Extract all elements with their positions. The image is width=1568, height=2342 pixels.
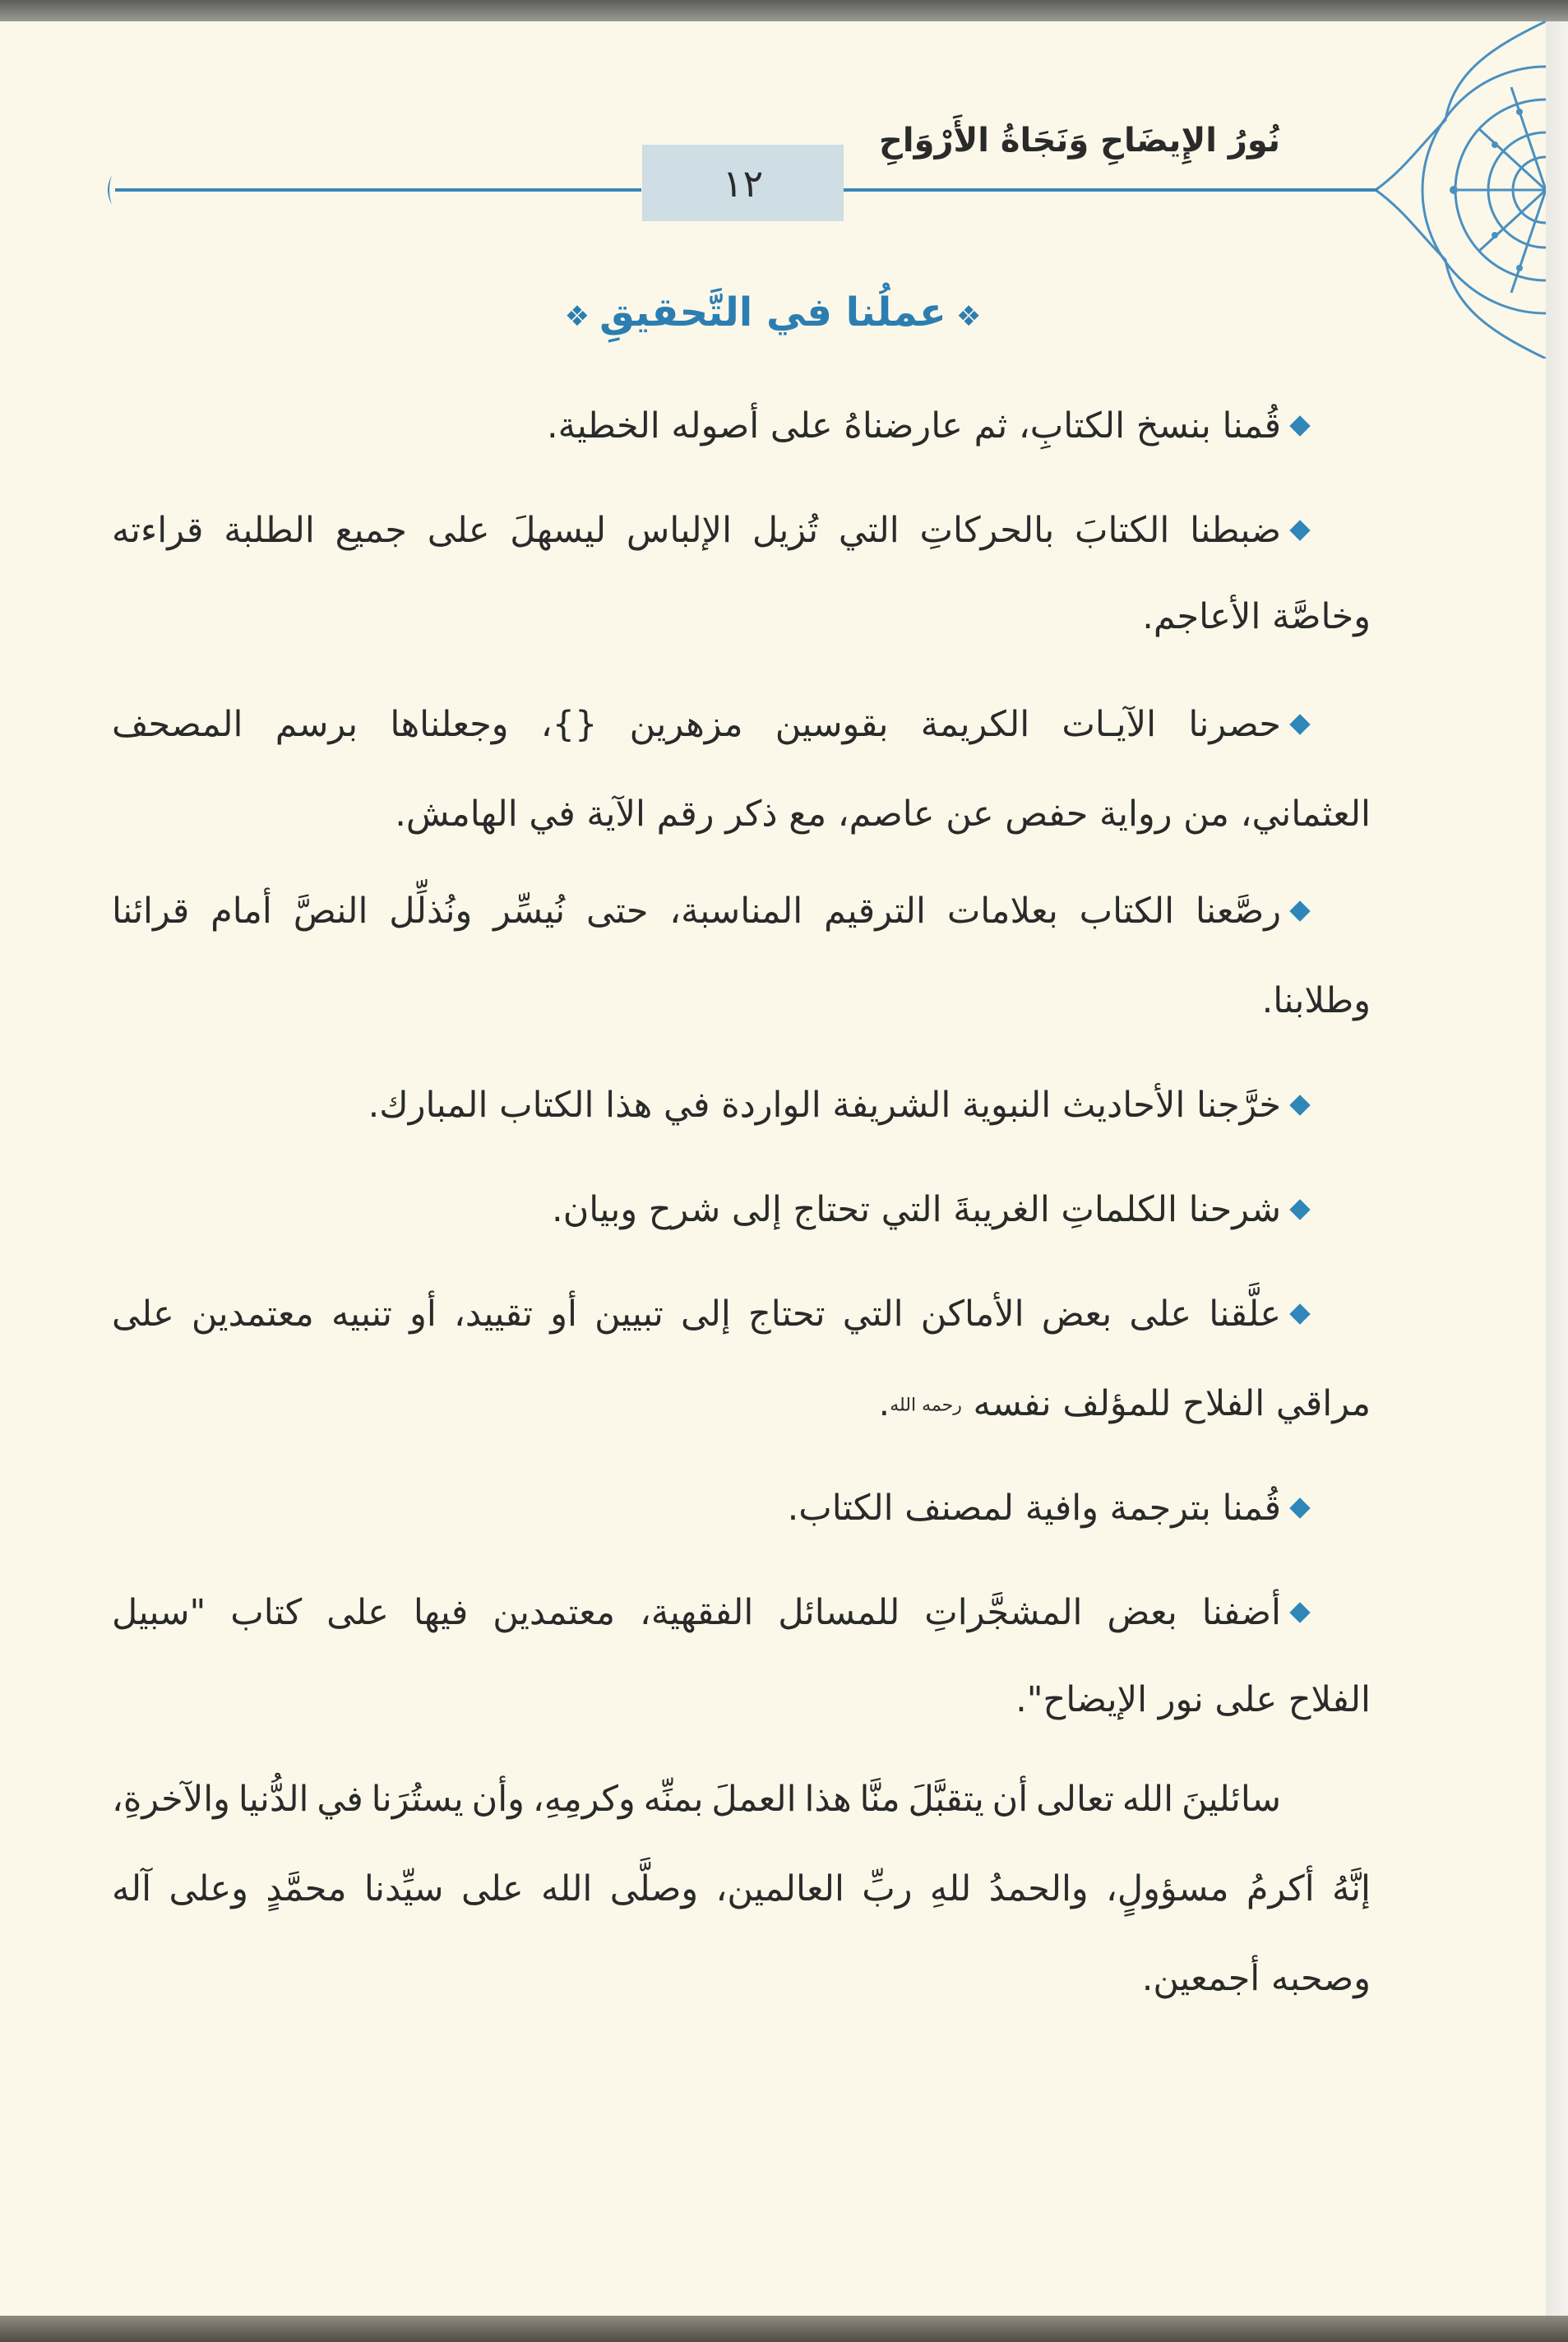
line-text: أضفنا بعض المشجَّراتِ للمسائل الفقهية، معتمدين فيها على كتاب "سبيل (112, 1592, 1281, 1633)
paragraph-line (112, 682, 1281, 767)
line-text: وصحبه أجمعين. (1141, 1958, 1371, 1999)
line-text: رصَّعنا الكتاب بعلامات الترقيم المناسبة، حتى نُيسِّر ونُذلِّل النصَّ أمام قرائنا (112, 891, 1281, 932)
line-text: ضبطنا الكتابَ بالحركاتِ التي تُزيل الإلباس ليسهلَ على جميع الطلبة قراءته (112, 510, 1281, 551)
header-rule-right (844, 188, 1378, 192)
line-text: إنَّهُ أكرمُ مسؤولٍ، والحمدُ للهِ ربِّ العالمين، وصلَّى الله على سيِّدنا محمَّدٍ وعلى آله (112, 1868, 1371, 1909)
paragraph-line (879, 1361, 1371, 1446)
paragraph-line (788, 1465, 1281, 1551)
paragraph-line (552, 1167, 1281, 1252)
line-text: شرحنا الكلماتِ الغريبةَ التي تحتاج إلى شرح وبيان. (552, 1189, 1281, 1230)
line-text: مراقي الفلاح للمؤلف نفسه (973, 1383, 1371, 1424)
paragraph-line (395, 771, 1371, 857)
paragraph-line (112, 1846, 1371, 1932)
line-text: وخاصَّة الأعاجم. (1142, 596, 1371, 637)
paragraph-line (368, 1062, 1281, 1148)
paragraph-line (112, 1756, 1281, 1842)
line-text: خرَّجنا الأحاديث النبوية الشريفة الواردة في هذا الكتاب المبارك. (368, 1085, 1281, 1126)
paragraph-line (1142, 1936, 1371, 2021)
title-ornament-icon: ❖ (564, 300, 590, 333)
line-text: علَّقنا على بعض الأماكن التي تحتاج إلى تبيين أو تقييد، أو تنبيه معتمدين على (112, 1294, 1281, 1335)
paragraph-line (1262, 958, 1371, 1044)
paragraph-line (112, 868, 1281, 954)
line-text: قُمنا بترجمة وافية لمصنف الكتاب. (787, 1488, 1281, 1529)
running-header-title: نُورُ الإِيضَاحِ وَنَجَاةُ الأَرْوَاحِ (879, 122, 1280, 160)
page-edge (1546, 21, 1568, 2316)
line-text: وطلابنا. (1261, 980, 1371, 1021)
line-text: العثماني، من رواية حفص عن عاصم، مع ذكر رقم الآية في الهامش. (395, 794, 1371, 835)
header-rule-left (115, 188, 641, 192)
page-number: ١٢ (722, 160, 764, 206)
paragraph-line (1015, 1657, 1371, 1743)
paragraph-line (112, 1271, 1281, 1357)
scan-bottom-border (0, 2316, 1568, 2342)
section-title-wrap (0, 289, 1546, 336)
page-number-box (642, 145, 844, 221)
paragraph-line (112, 1570, 1281, 1655)
line-text: الفلاح على نور الإيضاح". (1015, 1679, 1371, 1720)
line-text: حصرنا الآيـات الكريمة بقوسين مزهرين {}، وجعلناها برسم المصحف (112, 704, 1281, 745)
line-text: سائلينَ الله تعالى أن يتقبَّلَ منَّا هذا العملَ بمنِّه وكرمِهِ، وأن يستُرَنا في الدُّنيا والآخرةِ، (112, 1779, 1281, 1820)
scan-top-border (0, 0, 1568, 21)
honorific-symbol: رحمه الله (890, 1395, 962, 1416)
paragraph-line (112, 488, 1281, 573)
section-title: عملُنا في التَّحقيقِ (599, 289, 946, 336)
title-ornament-icon: ❖ (955, 300, 982, 333)
paragraph-line (1142, 574, 1371, 660)
paragraph-line (547, 383, 1281, 469)
end-punctuation: . (878, 1383, 890, 1424)
rule-end-ornament-icon (104, 175, 113, 205)
line-text: قُمنا بنسخ الكتابِ، ثم عارضناهُ على أصوله الخطية. (546, 405, 1281, 447)
